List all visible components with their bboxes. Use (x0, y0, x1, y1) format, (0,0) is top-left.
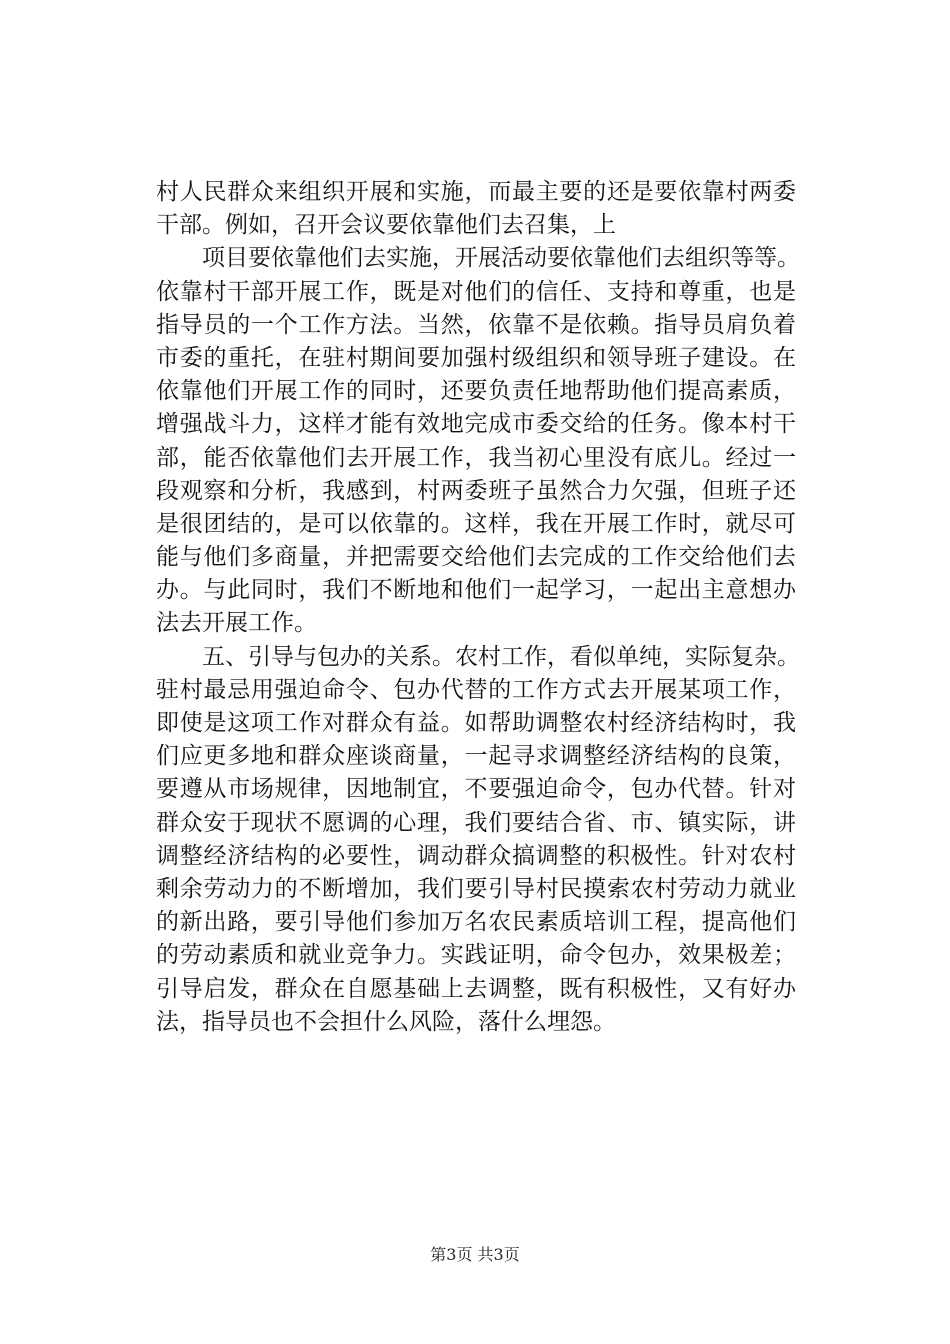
paragraph-start-line: 五、引导与包办的关系。农村工作，看似单纯，实际复杂。 (202, 643, 800, 670)
text-line: 们应更多地和群众座谈商量，一起寻求调整经济结构的良策， (156, 743, 796, 770)
page-number-label: 第3页 共3页 (430, 1245, 520, 1264)
text-line: 市委的重托，在驻村期间要加强村级组织和领导班子建设。在 (156, 344, 796, 371)
text-line: 指导员的一个工作方法。当然，依靠不是依赖。指导员肩负着 (156, 311, 796, 338)
text-line: 即使是这项工作对群众有益。如帮助调整农村经济结构时，我 (156, 710, 796, 736)
text-line: 是很团结的，是可以依靠的。这样，我在开展工作时，就尽可 (156, 510, 796, 537)
text-line: 法，指导员也不会担什么风险，落什么埋怨。 (156, 1008, 616, 1035)
page-footer (0, 1244, 950, 1266)
paragraph-start-line: 项目要依靠他们去实施，开展活动要依靠他们去组织等等。 (202, 245, 800, 272)
text-line: 调整经济结构的必要性，调动群众搞调整的积极性。针对农村 (156, 842, 796, 869)
text-line: 法去开展工作。 (156, 610, 317, 637)
text-line: 剩余劳动力的不断增加，我们要引导村民摸索农村劳动力就业 (156, 875, 796, 902)
text-line: 增强战斗力，这样才能有效地完成市委交给的任务。像本村干 (156, 411, 796, 438)
body-text (156, 176, 800, 1039)
text-line: 群众安于现状不愿调的心理，我们要结合省、市、镇实际，讲 (156, 809, 796, 836)
text-line: 办。与此同时，我们不断地和他们一起学习，一起出主意想办 (156, 577, 796, 604)
text-line: 干部。例如，召开会议要依靠他们去召集，上 (156, 212, 616, 239)
text-line: 要遵从市场规律，因地制宜，不要强迫命令，包办代替。针对 (156, 776, 796, 803)
text-line: 的劳动素质和就业竞争力。实践证明，命令包办，效果极差； (156, 942, 796, 969)
text-line: 部，能否依靠他们去开展工作，我当初心里没有底儿。经过一 (156, 444, 796, 471)
text-line: 能与他们多商量，并把需要交给他们去完成的工作交给他们去 (156, 544, 796, 571)
text-line: 驻村最忌用强迫命令、包办代替的工作方式去开展某项工作， (156, 676, 796, 703)
text-line: 引导启发，群众在自愿基础上去调整，既有积极性，又有好办 (156, 975, 796, 1002)
text-line: 的新出路，要引导他们参加万名农民素质培训工程，提高他们 (156, 909, 796, 936)
text-line: 村人民群众来组织开展和实施，而最主要的还是要依靠村两委 (156, 179, 796, 205)
text-line: 依靠村干部开展工作，既是对他们的信任、支持和尊重，也是 (156, 278, 796, 305)
text-line: 依靠他们开展工作的同时，还要负责任地帮助他们提高素质， (156, 378, 796, 405)
text-line: 段观察和分析，我感到，村两委班子虽然合力欠强，但班子还 (156, 477, 796, 504)
